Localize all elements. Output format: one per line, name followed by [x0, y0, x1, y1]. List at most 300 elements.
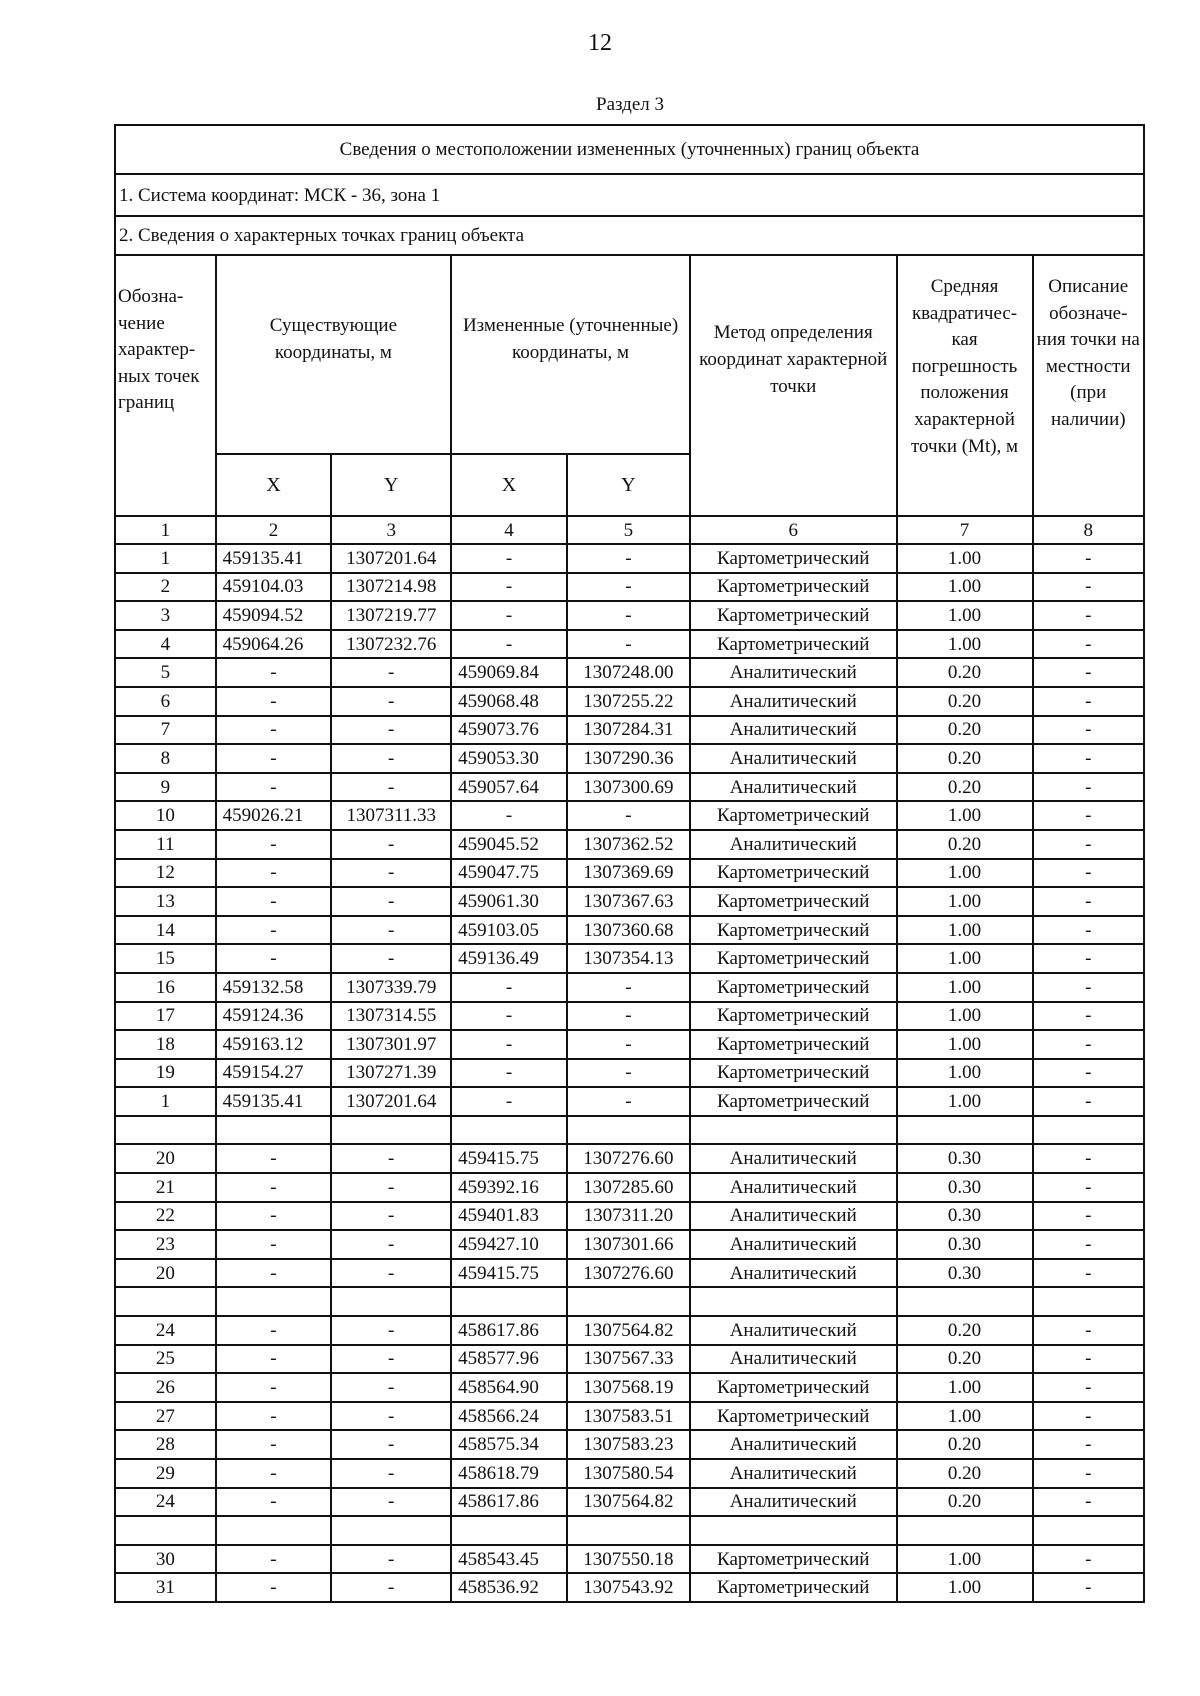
cell-mean-error: 0.20: [897, 658, 1033, 687]
cell-existing-x: 459094.52: [216, 601, 332, 630]
cell-point-number: 30: [115, 1545, 216, 1574]
cell-existing-y: 1307311.33: [331, 801, 451, 830]
empty-cell: [897, 1516, 1033, 1545]
cell-description: -: [1033, 1573, 1144, 1602]
cell-description: -: [1033, 1173, 1144, 1202]
cell-changed-y: 1307564.82: [567, 1316, 690, 1345]
cell-point-number: 2: [115, 573, 216, 602]
empty-cell: [331, 1516, 451, 1545]
cell-point-number: 14: [115, 916, 216, 945]
cell-existing-x: -: [216, 1173, 332, 1202]
cell-description: -: [1033, 1259, 1144, 1288]
table-row: [115, 801, 1144, 830]
cell-changed-y: -: [567, 1002, 690, 1031]
cell-mean-error: 0.30: [897, 1173, 1033, 1202]
cell-existing-x: -: [216, 1402, 332, 1431]
cell-changed-x: 458566.24: [451, 1402, 567, 1431]
table-row: [115, 1373, 1144, 1402]
table-row: [115, 1316, 1144, 1345]
cell-method: Картометрический: [690, 859, 897, 888]
cell-point-number: 24: [115, 1488, 216, 1517]
cell-mean-error: 0.30: [897, 1202, 1033, 1231]
table-row: [115, 1230, 1144, 1259]
header-method: Метод определения координат характерной точки: [690, 255, 897, 516]
table-row: [115, 1345, 1144, 1374]
table-title: Сведения о местоположении измененных (уточненных) границ объекта: [115, 125, 1144, 174]
cell-description: -: [1033, 830, 1144, 859]
cell-changed-y: 1307583.23: [567, 1430, 690, 1459]
cell-changed-x: -: [451, 544, 567, 573]
cell-existing-x: -: [216, 1488, 332, 1517]
cell-existing-y: 1307339.79: [331, 973, 451, 1002]
cell-existing-y: -: [331, 1545, 451, 1574]
cell-mean-error: 0.20: [897, 830, 1033, 859]
empty-cell: [451, 1116, 567, 1145]
cell-method: Картометрический: [690, 973, 897, 1002]
cell-mean-error: 1.00: [897, 573, 1033, 602]
cell-point-number: 26: [115, 1373, 216, 1402]
cell-existing-y: 1307314.55: [331, 1002, 451, 1031]
cell-changed-y: 1307367.63: [567, 887, 690, 916]
cell-changed-x: 458577.96: [451, 1345, 567, 1374]
cell-point-number: 21: [115, 1173, 216, 1202]
cell-existing-x: -: [216, 830, 332, 859]
empty-cell: [897, 1287, 1033, 1316]
cell-method: Аналитический: [690, 1173, 897, 1202]
cell-changed-x: 459427.10: [451, 1230, 567, 1259]
cell-mean-error: 1.00: [897, 1059, 1033, 1088]
cell-existing-x: -: [216, 744, 332, 773]
cell-description: -: [1033, 687, 1144, 716]
cell-existing-y: -: [331, 1230, 451, 1259]
cell-description: -: [1033, 1059, 1144, 1088]
cell-changed-x: -: [451, 573, 567, 602]
cell-changed-y: 1307276.60: [567, 1144, 690, 1173]
cell-point-number: 1: [115, 1087, 216, 1116]
cell-description: -: [1033, 573, 1144, 602]
column-number: 1: [115, 516, 216, 544]
cell-changed-y: -: [567, 544, 690, 573]
cell-mean-error: 1.00: [897, 1373, 1033, 1402]
cell-point-number: 7: [115, 716, 216, 745]
table-row: [115, 1059, 1144, 1088]
section-label: Раздел 3: [596, 94, 664, 115]
cell-mean-error: 1.00: [897, 1087, 1033, 1116]
cell-changed-y: 1307543.92: [567, 1573, 690, 1602]
cell-existing-y: -: [331, 1373, 451, 1402]
cell-existing-y: -: [331, 830, 451, 859]
cell-mean-error: 0.20: [897, 687, 1033, 716]
cell-method: Картометрический: [690, 1373, 897, 1402]
cell-changed-x: 458617.86: [451, 1316, 567, 1345]
cell-point-number: 20: [115, 1144, 216, 1173]
cell-point-number: 13: [115, 887, 216, 916]
table-row: [115, 773, 1144, 802]
cell-changed-y: 1307369.69: [567, 859, 690, 888]
cell-mean-error: 0.20: [897, 1430, 1033, 1459]
cell-method: Картометрический: [690, 1030, 897, 1059]
cell-mean-error: 1.00: [897, 1002, 1033, 1031]
cell-existing-y: -: [331, 1259, 451, 1288]
cell-changed-y: -: [567, 630, 690, 659]
cell-point-number: 3: [115, 601, 216, 630]
cell-existing-y: -: [331, 1202, 451, 1231]
cell-description: -: [1033, 773, 1144, 802]
cell-mean-error: 0.20: [897, 1459, 1033, 1488]
column-number-row: [115, 516, 1144, 544]
cell-point-number: 19: [115, 1059, 216, 1088]
cell-changed-x: 459061.30: [451, 887, 567, 916]
empty-cell: [451, 1516, 567, 1545]
cell-changed-y: 1307248.00: [567, 658, 690, 687]
cell-changed-y: 1307360.68: [567, 916, 690, 945]
cell-changed-x: -: [451, 630, 567, 659]
cell-existing-x: -: [216, 1144, 332, 1173]
separator-row: [115, 1116, 1144, 1145]
table-row: [115, 1402, 1144, 1431]
cell-method: Картометрический: [690, 1573, 897, 1602]
cell-changed-x: 459068.48: [451, 687, 567, 716]
cell-method: Картометрический: [690, 916, 897, 945]
cell-description: -: [1033, 1345, 1144, 1374]
cell-existing-x: -: [216, 1373, 332, 1402]
cell-mean-error: 1.00: [897, 944, 1033, 973]
cell-existing-y: -: [331, 1144, 451, 1173]
cell-mean-error: 1.00: [897, 973, 1033, 1002]
cell-method: Картометрический: [690, 544, 897, 573]
empty-cell: [690, 1516, 897, 1545]
cell-description: -: [1033, 1230, 1144, 1259]
cell-description: -: [1033, 1144, 1144, 1173]
cell-description: -: [1033, 1488, 1144, 1517]
empty-cell: [451, 1287, 567, 1316]
cell-existing-x: -: [216, 716, 332, 745]
cell-existing-x: -: [216, 1545, 332, 1574]
cell-existing-y: -: [331, 1345, 451, 1374]
cell-existing-x: 459124.36: [216, 1002, 332, 1031]
table-row: [115, 744, 1144, 773]
cell-mean-error: 0.20: [897, 773, 1033, 802]
cell-changed-y: 1307567.33: [567, 1345, 690, 1374]
empty-cell: [216, 1516, 332, 1545]
cell-method: Аналитический: [690, 716, 897, 745]
cell-changed-y: 1307568.19: [567, 1373, 690, 1402]
cell-method: Аналитический: [690, 1316, 897, 1345]
cell-mean-error: 1.00: [897, 601, 1033, 630]
cell-changed-y: 1307583.51: [567, 1402, 690, 1431]
cell-method: Картометрический: [690, 573, 897, 602]
cell-method: Аналитический: [690, 1144, 897, 1173]
empty-cell: [216, 1287, 332, 1316]
empty-cell: [331, 1287, 451, 1316]
header-point-designation: Обозна-чение характер-ных точек границ: [115, 255, 216, 516]
cell-existing-y: 1307219.77: [331, 601, 451, 630]
table-row: [115, 1430, 1144, 1459]
cell-point-number: 15: [115, 944, 216, 973]
cell-point-number: 31: [115, 1573, 216, 1602]
cell-changed-x: 459103.05: [451, 916, 567, 945]
cell-existing-y: -: [331, 944, 451, 973]
cell-description: -: [1033, 1402, 1144, 1431]
cell-changed-y: -: [567, 801, 690, 830]
cell-method: Аналитический: [690, 1459, 897, 1488]
column-number: 4: [451, 516, 567, 544]
cell-changed-y: -: [567, 1030, 690, 1059]
cell-mean-error: 0.20: [897, 1488, 1033, 1517]
cell-existing-y: -: [331, 1430, 451, 1459]
header-changed-y: Y: [567, 454, 690, 516]
cell-changed-x: 458618.79: [451, 1459, 567, 1488]
cell-method: Аналитический: [690, 687, 897, 716]
cell-point-number: 8: [115, 744, 216, 773]
table-row: [115, 630, 1144, 659]
cell-changed-x: 458617.86: [451, 1488, 567, 1517]
cell-existing-x: -: [216, 1345, 332, 1374]
cell-method: Картометрический: [690, 1545, 897, 1574]
cell-changed-y: -: [567, 1087, 690, 1116]
cell-mean-error: 0.20: [897, 716, 1033, 745]
cell-existing-x: -: [216, 687, 332, 716]
cell-point-number: 20: [115, 1259, 216, 1288]
cell-existing-x: -: [216, 773, 332, 802]
cell-point-number: 23: [115, 1230, 216, 1259]
cell-changed-x: 458543.45: [451, 1545, 567, 1574]
header-existing-x: X: [216, 454, 332, 516]
cell-description: -: [1033, 658, 1144, 687]
cell-method: Картометрический: [690, 1402, 897, 1431]
cell-method: Аналитический: [690, 1202, 897, 1231]
cell-existing-x: 459132.58: [216, 973, 332, 1002]
cell-changed-x: 459045.52: [451, 830, 567, 859]
cell-description: -: [1033, 1002, 1144, 1031]
cell-changed-x: 459415.75: [451, 1144, 567, 1173]
cell-changed-x: -: [451, 1002, 567, 1031]
table-row: [115, 1087, 1144, 1116]
cell-changed-y: 1307284.31: [567, 716, 690, 745]
table-row: [115, 1030, 1144, 1059]
empty-cell: [1033, 1287, 1144, 1316]
cell-existing-x: 459154.27: [216, 1059, 332, 1088]
cell-changed-x: -: [451, 801, 567, 830]
cell-description: -: [1033, 1316, 1144, 1345]
table-row: [115, 1459, 1144, 1488]
cell-point-number: 16: [115, 973, 216, 1002]
cell-changed-y: 1307362.52: [567, 830, 690, 859]
empty-cell: [216, 1116, 332, 1145]
table-row: [115, 1202, 1144, 1231]
header-existing-y: Y: [331, 454, 451, 516]
cell-existing-y: 1307201.64: [331, 544, 451, 573]
cell-mean-error: 1.00: [897, 1402, 1033, 1431]
cell-changed-y: -: [567, 1059, 690, 1088]
cell-point-number: 24: [115, 1316, 216, 1345]
column-number: 6: [690, 516, 897, 544]
cell-point-number: 12: [115, 859, 216, 888]
cell-mean-error: 1.00: [897, 544, 1033, 573]
column-number: 7: [897, 516, 1033, 544]
empty-cell: [1033, 1116, 1144, 1145]
cell-description: -: [1033, 744, 1144, 773]
cell-point-number: 17: [115, 1002, 216, 1031]
cell-existing-y: -: [331, 773, 451, 802]
separator-row: [115, 1516, 1144, 1545]
cell-changed-y: 1307276.60: [567, 1259, 690, 1288]
cell-changed-y: 1307255.22: [567, 687, 690, 716]
cell-existing-y: -: [331, 859, 451, 888]
cell-point-number: 6: [115, 687, 216, 716]
cell-description: -: [1033, 944, 1144, 973]
cell-method: Картометрический: [690, 944, 897, 973]
cell-changed-y: 1307285.60: [567, 1173, 690, 1202]
cell-existing-y: -: [331, 1573, 451, 1602]
cell-existing-x: -: [216, 916, 332, 945]
cell-method: Аналитический: [690, 773, 897, 802]
table-row: [115, 716, 1144, 745]
cell-method: Аналитический: [690, 1488, 897, 1517]
cell-existing-y: 1307214.98: [331, 573, 451, 602]
cell-existing-y: -: [331, 687, 451, 716]
cell-existing-x: 459064.26: [216, 630, 332, 659]
cell-changed-y: -: [567, 573, 690, 602]
empty-cell: [115, 1116, 216, 1145]
cell-changed-x: 459136.49: [451, 944, 567, 973]
page-number: 12: [588, 30, 612, 56]
cell-changed-x: 458564.90: [451, 1373, 567, 1402]
cell-mean-error: 1.00: [897, 1545, 1033, 1574]
empty-cell: [690, 1287, 897, 1316]
cell-mean-error: 1.00: [897, 916, 1033, 945]
cell-changed-x: 459047.75: [451, 859, 567, 888]
table-row: [115, 658, 1144, 687]
cell-description: -: [1033, 916, 1144, 945]
cell-existing-y: -: [331, 1459, 451, 1488]
cell-changed-x: 459401.83: [451, 1202, 567, 1231]
cell-changed-x: 459053.30: [451, 744, 567, 773]
cell-changed-x: 459073.76: [451, 716, 567, 745]
cell-method: Картометрический: [690, 801, 897, 830]
cell-existing-y: -: [331, 658, 451, 687]
table-row: [115, 944, 1144, 973]
cell-mean-error: 1.00: [897, 801, 1033, 830]
cell-existing-y: 1307232.76: [331, 630, 451, 659]
column-number: 5: [567, 516, 690, 544]
cell-existing-y: -: [331, 916, 451, 945]
cell-changed-x: 459415.75: [451, 1259, 567, 1288]
cell-point-number: 28: [115, 1430, 216, 1459]
empty-cell: [331, 1116, 451, 1145]
cell-existing-y: -: [331, 1402, 451, 1431]
cell-description: -: [1033, 1459, 1144, 1488]
table-row: [115, 916, 1144, 945]
cell-changed-x: -: [451, 601, 567, 630]
cell-description: -: [1033, 801, 1144, 830]
cell-changed-y: -: [567, 973, 690, 1002]
cell-existing-x: -: [216, 1459, 332, 1488]
cell-point-number: 5: [115, 658, 216, 687]
empty-cell: [115, 1516, 216, 1545]
cell-existing-x: -: [216, 887, 332, 916]
cell-changed-x: 458575.34: [451, 1430, 567, 1459]
cell-changed-y: 1307290.36: [567, 744, 690, 773]
cell-changed-x: -: [451, 1030, 567, 1059]
cell-existing-y: -: [331, 1173, 451, 1202]
cell-description: -: [1033, 1373, 1144, 1402]
cell-existing-x: -: [216, 1430, 332, 1459]
cell-method: Аналитический: [690, 1345, 897, 1374]
cell-existing-x: -: [216, 859, 332, 888]
cell-changed-y: 1307564.82: [567, 1488, 690, 1517]
cell-mean-error: 1.00: [897, 887, 1033, 916]
cell-description: -: [1033, 716, 1144, 745]
cell-existing-x: -: [216, 1259, 332, 1288]
cell-changed-x: -: [451, 1059, 567, 1088]
boundary-points-table: [114, 124, 1145, 1603]
empty-cell: [1033, 1516, 1144, 1545]
cell-changed-y: 1307301.66: [567, 1230, 690, 1259]
cell-existing-y: -: [331, 1316, 451, 1345]
cell-description: -: [1033, 1430, 1144, 1459]
cell-point-number: 22: [115, 1202, 216, 1231]
header-existing-coords: Существующие координаты, м: [216, 255, 452, 454]
cell-existing-x: -: [216, 658, 332, 687]
cell-mean-error: 0.20: [897, 1345, 1033, 1374]
cell-existing-x: -: [216, 1316, 332, 1345]
cell-changed-y: 1307311.20: [567, 1202, 690, 1231]
cell-changed-y: 1307550.18: [567, 1545, 690, 1574]
cell-existing-y: -: [331, 887, 451, 916]
cell-description: -: [1033, 1202, 1144, 1231]
cell-mean-error: 0.20: [897, 1316, 1033, 1345]
cell-description: -: [1033, 973, 1144, 1002]
cell-changed-x: -: [451, 973, 567, 1002]
empty-cell: [567, 1287, 690, 1316]
header-mean-error: Средняя квадратичес-кая погрешность положения характерной точки (Mt), м: [897, 255, 1033, 516]
cell-description: -: [1033, 601, 1144, 630]
cell-point-number: 10: [115, 801, 216, 830]
cell-method: Аналитический: [690, 1259, 897, 1288]
cell-existing-x: -: [216, 944, 332, 973]
separator-row: [115, 1287, 1144, 1316]
table-row: [115, 1144, 1144, 1173]
cell-description: -: [1033, 544, 1144, 573]
cell-description: -: [1033, 1087, 1144, 1116]
header-changed-x: X: [451, 454, 567, 516]
cell-mean-error: 1.00: [897, 859, 1033, 888]
cell-mean-error: 0.20: [897, 744, 1033, 773]
cell-existing-x: 459026.21: [216, 801, 332, 830]
cell-point-number: 25: [115, 1345, 216, 1374]
cell-existing-x: 459135.41: [216, 544, 332, 573]
coordinate-system: 1. Система координат: МСК - 36, зона 1: [115, 174, 1144, 216]
table-row: [115, 544, 1144, 573]
cell-existing-y: 1307301.97: [331, 1030, 451, 1059]
cell-method: Картометрический: [690, 601, 897, 630]
cell-changed-x: 459069.84: [451, 658, 567, 687]
cell-existing-y: 1307201.64: [331, 1087, 451, 1116]
cell-existing-y: -: [331, 744, 451, 773]
cell-method: Картометрический: [690, 630, 897, 659]
column-number: 2: [216, 516, 332, 544]
cell-existing-y: -: [331, 716, 451, 745]
cell-method: Картометрический: [690, 1059, 897, 1088]
empty-cell: [115, 1287, 216, 1316]
table-row: [115, 1173, 1144, 1202]
empty-cell: [897, 1116, 1033, 1145]
cell-method: Аналитический: [690, 1430, 897, 1459]
cell-mean-error: 0.30: [897, 1230, 1033, 1259]
cell-description: -: [1033, 887, 1144, 916]
empty-cell: [567, 1516, 690, 1545]
